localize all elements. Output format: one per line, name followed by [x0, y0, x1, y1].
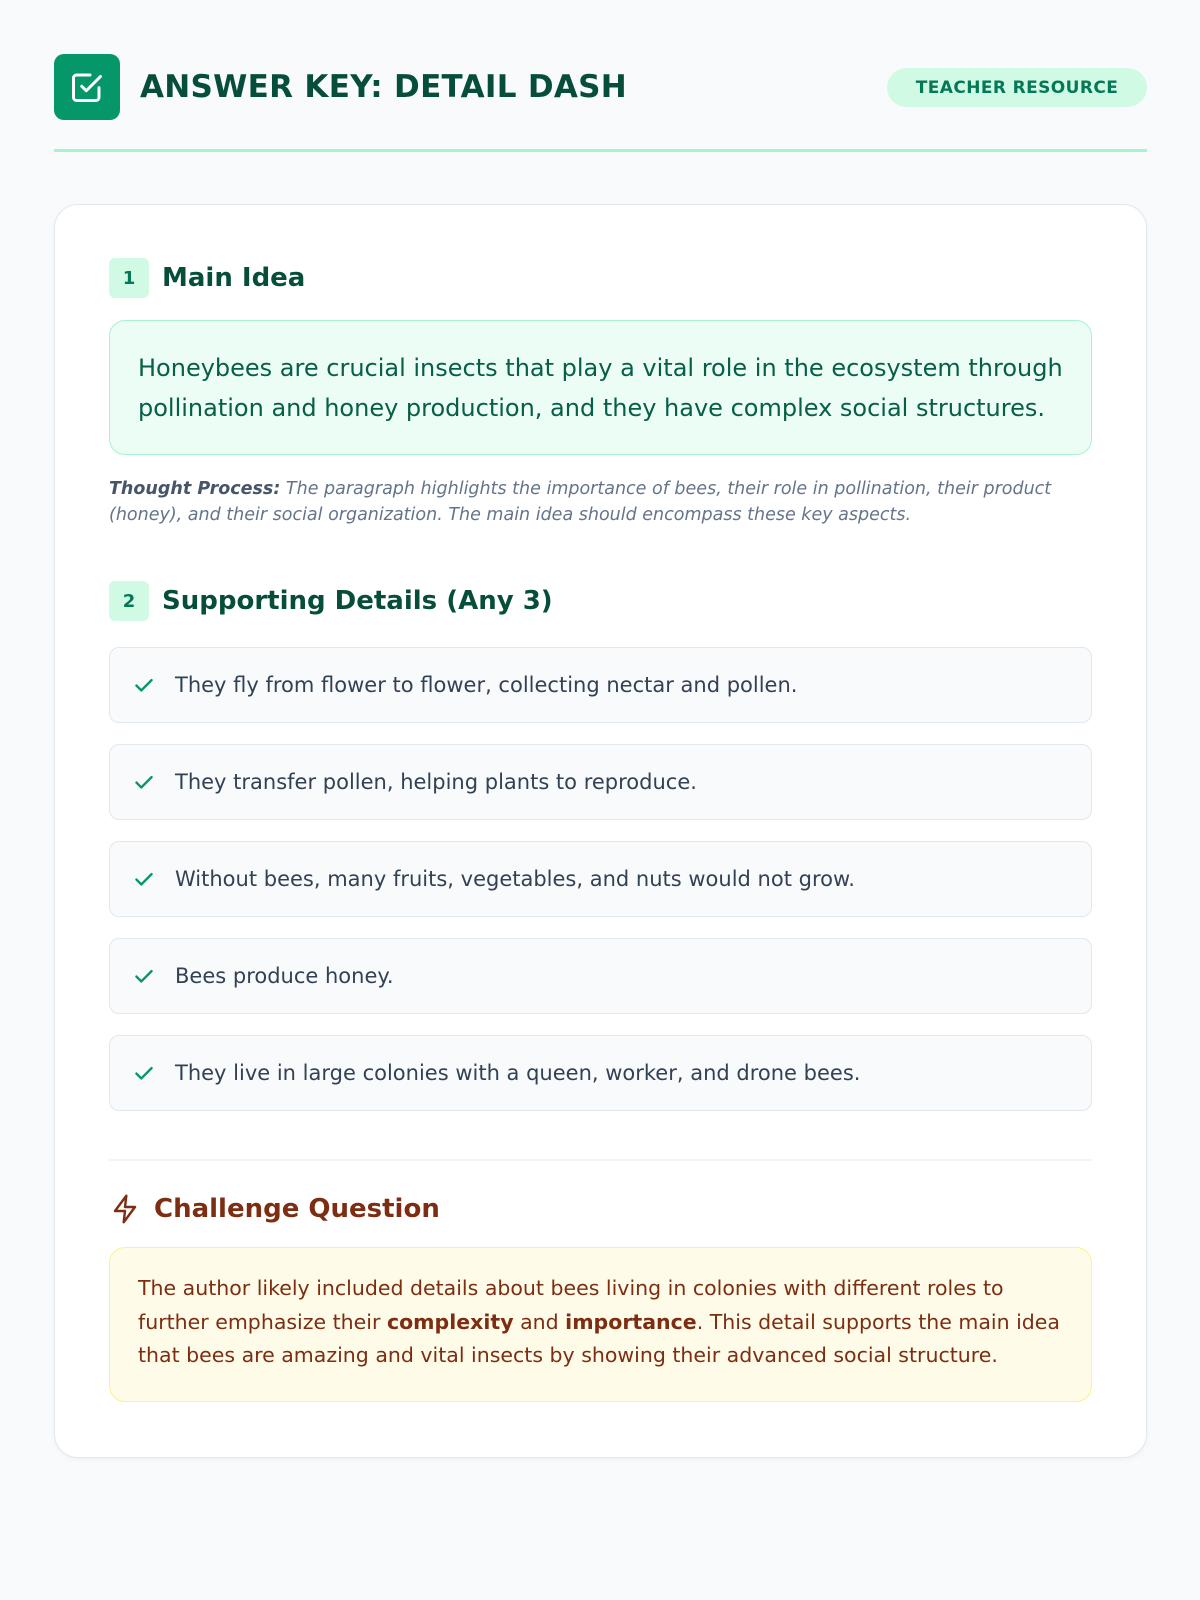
- check-icon: [131, 866, 157, 892]
- main-idea-section: [109, 258, 1092, 525]
- check-icon: [131, 672, 157, 698]
- challenge-answer-box: [109, 1247, 1092, 1402]
- detail-text: They live in large colonies with a queen, worker, and drone bees.: [175, 1061, 861, 1085]
- detail-item: [109, 1035, 1092, 1111]
- detail-text: They transfer pollen, helping plants to reproduce.: [175, 770, 697, 794]
- supporting-details-heading: [109, 581, 1092, 621]
- thought-process-text: The paragraph highlights the importance of bees, their role in pollination, their product (honey), and their social organization. The main idea should encompass these key aspects.: [109, 479, 1052, 525]
- emphasis-importance: importance: [565, 1309, 697, 1334]
- check-icon: [131, 1060, 157, 1086]
- answer-key-page: [54, 0, 1147, 1367]
- detail-item: [109, 647, 1092, 723]
- main-idea-box: [109, 320, 1092, 455]
- page-header: [54, 0, 1147, 152]
- thought-process-label: Thought Process:: [109, 479, 281, 499]
- supporting-details-section: [109, 581, 1092, 1085]
- check-icon: [131, 769, 157, 795]
- detail-text: Bees produce honey.: [175, 964, 394, 988]
- main-idea-heading: [109, 258, 1092, 298]
- detail-text: They fly from flower to flower, collecting nectar and pollen.: [175, 673, 798, 697]
- answer-card: [54, 204, 1147, 1458]
- section-title: Main Idea: [162, 263, 306, 293]
- challenge-heading: [109, 1189, 440, 1229]
- detail-item: [109, 744, 1092, 820]
- section-title: Supporting Details (Any 3): [162, 586, 553, 616]
- challenge-text-part: and: [513, 1309, 566, 1334]
- checkbox-icon: [69, 69, 105, 105]
- detail-text: Without bees, many fruits, vegetables, and nuts would not grow.: [175, 867, 855, 891]
- thought-process-note: [109, 476, 1069, 528]
- section-number-badge: 2: [109, 581, 149, 621]
- check-icon: [131, 963, 157, 989]
- detail-item: [109, 938, 1092, 1014]
- detail-item: [109, 841, 1092, 917]
- challenge-answer-text: [138, 1272, 1061, 1373]
- section-divider: [109, 1159, 1092, 1161]
- lightning-icon: [109, 1193, 141, 1225]
- challenge-text-part: The author likely included details about bees living in colonies with different roles to further emphasize their: [138, 1276, 1004, 1334]
- challenge-title: Challenge Question: [154, 1194, 440, 1224]
- challenge-text-part: . This detail supports the main idea that bees are amazing and vital insects by showing their advanced social structure.: [138, 1309, 1060, 1367]
- emphasis-complexity: complexity: [386, 1309, 514, 1334]
- main-idea-text: Honeybees are crucial insects that play a vital role in the ecosystem through pollination and honey production, and they have complex social structures.: [138, 354, 1063, 422]
- teacher-resource-badge: TEACHER RESOURCE: [887, 68, 1147, 107]
- section-number-badge: 1: [109, 258, 149, 298]
- page-title: ANSWER KEY: DETAIL DASH: [140, 69, 628, 105]
- logo: [54, 54, 120, 120]
